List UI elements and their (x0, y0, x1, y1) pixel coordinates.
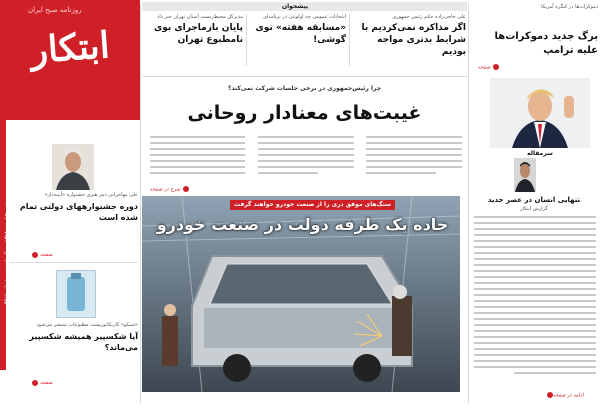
book-cover (56, 270, 96, 318)
photo-headline[interactable]: جاده یک طرفه دولت در صنعت خودرو (156, 215, 449, 234)
side-top-more[interactable]: صفحه (478, 64, 499, 71)
divider (142, 76, 467, 77)
trump-photo (490, 78, 590, 148)
left-photo (52, 144, 94, 190)
left-story2-kicker: «شیکو» کاریکاتوریست مطبوعات منتشر می‌شود (36, 322, 138, 328)
editorial-byline: گزارش ابتکار (520, 206, 548, 212)
left-more[interactable] (30, 252, 38, 259)
top-item-2[interactable] (248, 14, 346, 62)
top-item-title: اگر مذاکره نمی‌کردیم با شرایط بدتری مواجه بودیم (361, 23, 466, 57)
top-item-3[interactable] (352, 14, 466, 62)
dateline: شنبه ۹ اسفند ۱۳۹۸ - سال پانزدهم - شماره ۴۴۱۸ (4, 201, 10, 305)
red-dot-icon (183, 186, 189, 192)
left-story-title: دوره جشنوارههای دولتی تمام شده است (19, 202, 138, 222)
bottle-icon (57, 271, 95, 317)
top-item-kicker: انتخابات عمومی چه اولویتی در برنامه‌ای (262, 14, 346, 20)
masthead (0, 0, 140, 120)
red-dot-icon (32, 252, 38, 258)
left-more-2[interactable] (30, 380, 38, 387)
editorial-title[interactable]: تنهایی انسان در عصر جدید (487, 196, 581, 204)
red-dot-icon (493, 64, 499, 70)
top-item-1[interactable] (143, 14, 243, 62)
portrait-illustration (490, 78, 590, 148)
side-top-kicker: دموکرات‌ها در کنگره آمریکا (541, 4, 598, 10)
side-top-title: برگ جدید دموکرات‌ها علیه ترامپ (494, 31, 598, 56)
divider (10, 262, 138, 263)
editorial-photo (514, 158, 536, 192)
body-text-lines (150, 134, 462, 184)
editorial-label: سرمقاله (527, 150, 553, 157)
divider (140, 4, 141, 404)
portrait-illustration (52, 144, 94, 190)
left-story2-title: آیا شکسپیر همیشه شکسپیر می‌ماند؟ (29, 332, 138, 352)
left-story-2[interactable] (10, 322, 138, 382)
main-headline[interactable]: غیبت‌های معنادار روحانی (187, 102, 422, 124)
editorial-body (474, 214, 596, 386)
editorial-more[interactable]: ادامه در صفحه (545, 392, 584, 399)
body-text-lines (474, 214, 596, 386)
top-item-kicker: مدیرکل محیط‌زیست استان تهران خبر داد (157, 14, 243, 20)
divider (349, 14, 350, 66)
left-story2-more-label[interactable]: صفحه (40, 380, 53, 386)
divider (246, 14, 247, 66)
main-kicker: چرا رئیس‌جمهوری در برخی جلسات شرکت نمی‌کند؟ (227, 85, 382, 92)
left-story[interactable] (10, 192, 138, 244)
photo-kicker: سنگ‌های موفق دری را از صنعت خودرو خواهند گرفت (230, 200, 395, 210)
portrait-illustration (514, 158, 536, 192)
left-story-kicker: علی مهاجرانی دبیر هنری جشنواره «آیینه‌دار» (44, 192, 138, 198)
top-bar-label: پیشخوان (282, 3, 309, 10)
left-story-more-label[interactable]: صفحه (40, 252, 53, 258)
top-item-title: «مسابقه هفته» توی گوشی! (255, 23, 346, 45)
masthead-tagline: روزنامه صبح ایران (28, 6, 82, 14)
top-item-title: پایان بازماجرای بوی نامطبوع تهران (153, 23, 243, 45)
main-more[interactable]: شرح در صفحه (150, 186, 189, 193)
red-dot-icon (32, 380, 38, 386)
divider (468, 4, 469, 404)
masthead-logo: ابتکار (29, 24, 111, 72)
main-body (150, 134, 462, 184)
top-item-kicker: علی حاجی‌زاده حکم رئیس جمهوری (392, 14, 466, 20)
